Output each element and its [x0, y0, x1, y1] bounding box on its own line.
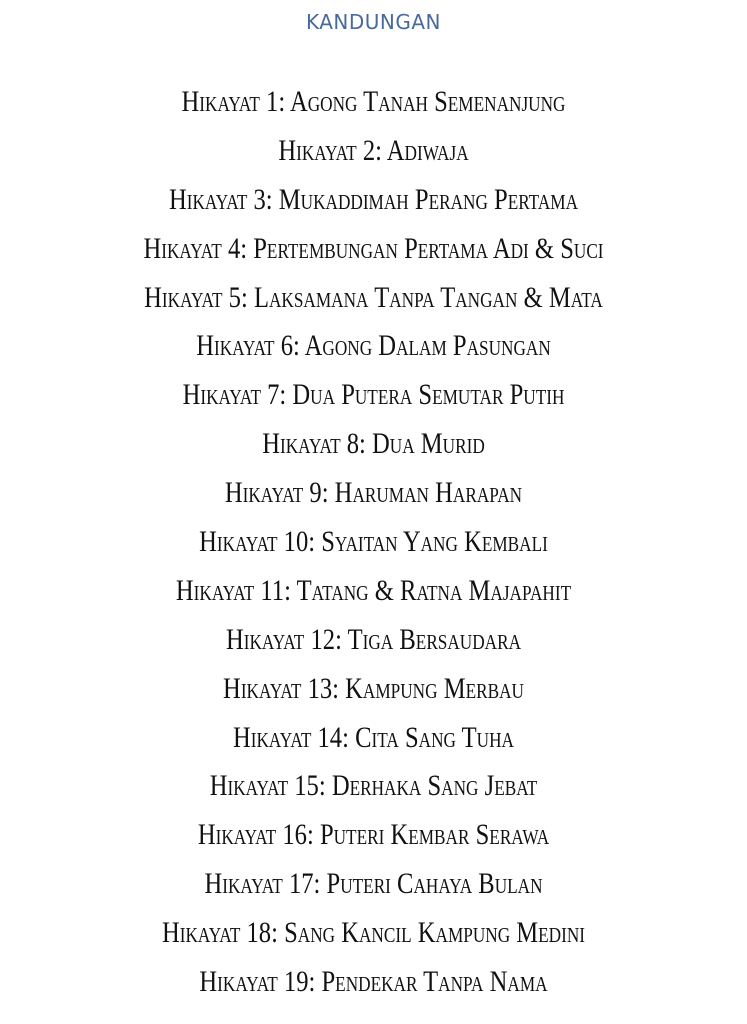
table-of-contents	[0, 78, 747, 1007]
toc-entry-13: Hikayat 13: Kampung Merbau	[223, 671, 524, 705]
toc-entry-6: Hikayat 6: Agong Dalam Pasungan	[196, 329, 551, 363]
toc-entry-19: Hikayat 19: Pendekar Tanpa Nama	[199, 965, 548, 999]
toc-entry-10: Hikayat 10: Syaitan Yang Kembali	[199, 525, 548, 559]
toc-entry-12: Hikayat 12: Tiga Bersaudara	[225, 622, 522, 656]
toc-entry-5: Hikayat 5: Laksamana Tanpa Tangan & Mata	[144, 280, 603, 314]
toc-entry-11: Hikayat 11: Tatang & Ratna Majapahit	[175, 573, 572, 607]
toc-entry-17: Hikayat 17: Puteri Cahaya Bulan	[204, 867, 543, 901]
toc-entry-9: Hikayat 9: Haruman Harapan	[224, 476, 523, 510]
toc-entry-2: Hikayat 2: Adiwaja	[278, 133, 469, 167]
contents-heading: KANDUNGAN	[305, 10, 442, 34]
toc-entry-1: Hikayat 1: Agong Tanah Semenanjung	[181, 85, 566, 118]
toc-entry-3: Hikayat 3: Mukaddimah Perang Pertama	[168, 182, 579, 216]
toc-entry-8: Hikayat 8: Dua Murid	[262, 427, 485, 461]
toc-entry-18: Hikayat 18: Sang Kancil Kampung Medini	[161, 916, 586, 950]
toc-entry-14: Hikayat 14: Cita Sang Tuha	[232, 720, 515, 754]
toc-entry-15: Hikayat 15: Derhaka Sang Jebat	[209, 769, 538, 803]
toc-entry-16: Hikayat 16: Puteri Kembar Serawa	[197, 818, 550, 852]
toc-entry-4: Hikayat 4: Pertembungan Pertama Adi & Suci	[143, 231, 604, 265]
toc-entry-7: Hikayat 7: Dua Putera Semutar Putih	[182, 378, 565, 412]
